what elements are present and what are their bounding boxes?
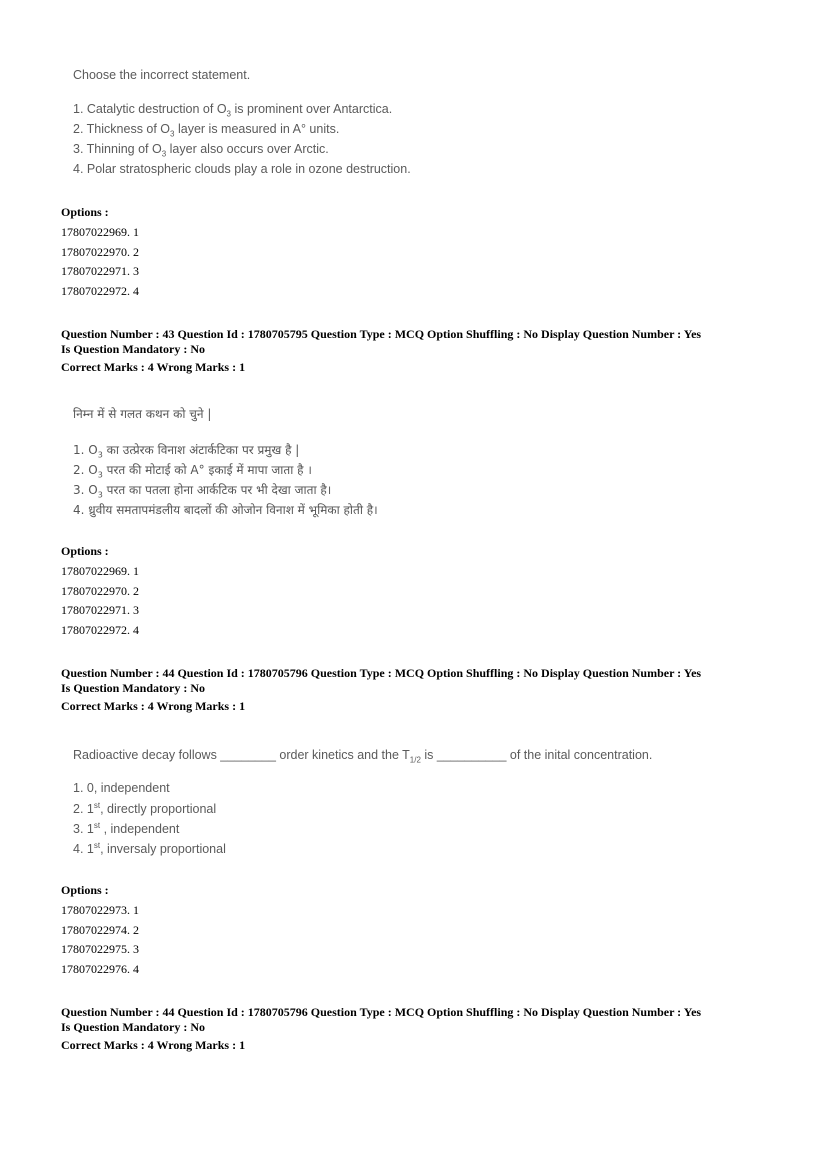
question-marks: Correct Marks : 4 Wrong Marks : 1 [61,360,246,374]
question-marks: Correct Marks : 4 Wrong Marks : 1 [61,699,246,713]
question-header: Question Number : 44 Question Id : 1780705796 Question Type : MCQ Option Shuffling : No Display Question Number : Yes [61,1005,702,1019]
question-choice: 1. Catalytic destruction of $O_3$ is prominent over Antarctica. [73,102,393,119]
question-choice: 2. $O_3$ परत की मोटाई को A° इकाई में मापा जाता है । [73,463,312,480]
option-item: 17807022972. 4 [61,623,139,637]
question-choice: 2. 1st, directly proportional [73,801,217,817]
question-mandatory: Is Question Mandatory : No [61,681,206,695]
question-choice: 1. 0, independent [73,781,170,795]
option-item: 17807022976. 4 [61,962,139,976]
question-header: Question Number : 43 Question Id : 1780705795 Question Type : MCQ Option Shuffling : No Display Question Number : Yes [61,327,702,341]
options-label: Options : [61,544,109,558]
option-item: 17807022971. 3 [61,603,139,617]
option-item: 17807022969. 1 [61,564,139,578]
question-choice: 4. 1st, inversaly proportional [73,841,226,857]
option-item: 17807022972. 4 [61,284,139,298]
question-header: Question Number : 44 Question Id : 1780705796 Question Type : MCQ Option Shuffling : No Display Question Number : Yes [61,666,702,680]
option-item: 17807022973. 1 [61,903,139,917]
options-label: Options : [61,883,109,897]
question-mandatory: Is Question Mandatory : No [61,1020,206,1034]
option-item: 17807022969. 1 [61,225,139,239]
question-prompt: Choose the incorrect statement. [73,68,251,82]
options-label: Options : [61,205,109,219]
question-prompt: निम्न में से गलत कथन को चुने | [73,407,212,421]
question-choice: 4. Polar stratospheric clouds play a role in ozone destruction. [73,162,411,176]
question-prompt: Radioactive decay follows ________ order kinetics and the $T_{1/2}$ is __________ of the inital concentration. [73,748,653,765]
question-marks: Correct Marks : 4 Wrong Marks : 1 [61,1038,246,1052]
option-item: 17807022970. 2 [61,245,139,259]
question-choice: 1. $O_3$ का उत्प्रेरक विनाश अंटार्कटिका पर प्रमुख है | [73,443,300,460]
option-item: 17807022975. 3 [61,942,139,956]
option-item: 17807022974. 2 [61,923,139,937]
question-mandatory: Is Question Mandatory : No [61,342,206,356]
question-choice: 3. $O_3$ परत का पतला होना आर्कटिक पर भी देखा जाता है। [73,483,332,500]
option-item: 17807022971. 3 [61,264,139,278]
question-choice: 3. 1st , independent [73,821,180,837]
question-choice: 4. ध्रुवीय समतापमंडलीय बादलों की ओजोन विनाश में भूमिका होती है। [73,503,378,517]
option-item: 17807022970. 2 [61,584,139,598]
question-choice: 3. Thinning of $O_3$ layer also occurs over Arctic. [73,142,329,159]
question-choice: 2. Thickness of $O_3$ layer is measured in A° units. [73,122,340,139]
